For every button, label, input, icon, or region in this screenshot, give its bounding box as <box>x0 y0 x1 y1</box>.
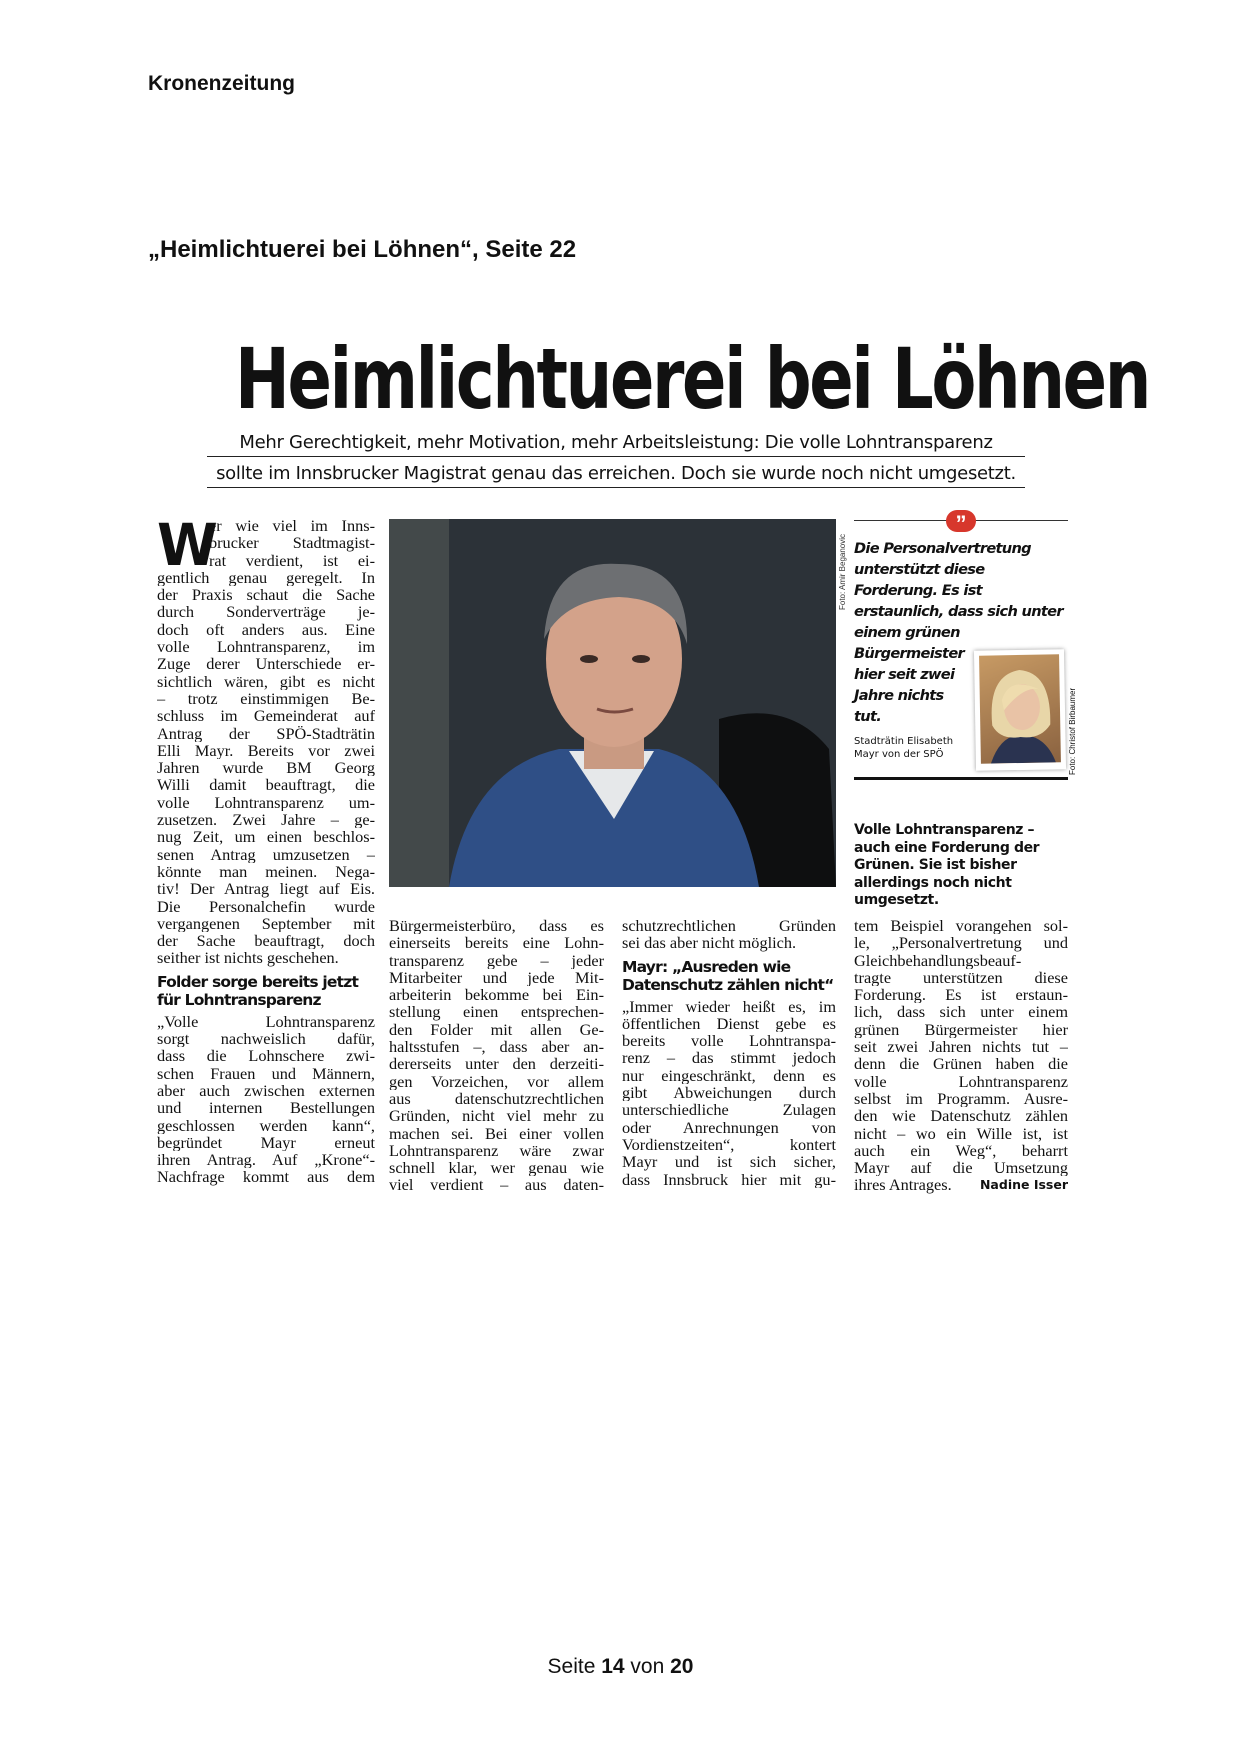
text-line: zusetzen. Zwei Jahre – ge- <box>157 811 375 829</box>
text-line: könnte man meinen. Nega- <box>157 862 375 881</box>
text-line: aus datenschutzrechtlichen <box>389 1089 604 1108</box>
text-line: tem Beispiel vorangehen sol- <box>854 917 1068 935</box>
text-line-end: ihres Antrages. <box>854 1176 952 1194</box>
text-line: renz – das stimmt jedoch <box>622 1049 836 1067</box>
text-line: volle Lohntransparenz, im <box>157 638 375 656</box>
text-line: Nachfrage kommt aus dem <box>157 1168 375 1186</box>
text-line: haltsstufen –, dass aber an- <box>389 1038 604 1056</box>
photo-credit: Foto: Amir Beganovic <box>838 533 847 610</box>
text-line: Vordienstzeiten“, kontert <box>622 1135 836 1154</box>
text-line: seither ist nichts geschehen. <box>157 949 339 967</box>
subheading-line: Folder sorge bereits jetzt <box>157 972 359 991</box>
pull-quote: Die Personalvertretung unterstützt diese Forderung. Es ist erstaunlich, dass sich unter einem grünen Bürgermeister hier seit zwei Jahre nichts tut. <box>854 540 1063 725</box>
text-line: den wie Datenschutz zählen <box>854 1107 1068 1125</box>
text-line: nur eingeschränkt, denn es <box>622 1066 836 1085</box>
text-line: Jahren wurde BM Georg <box>157 759 375 777</box>
text-line: dererseits unter den derzeiti- <box>389 1055 604 1073</box>
page-number: 14 <box>601 1655 625 1678</box>
text-line: öffentlichen Dienst gebe es <box>622 1014 836 1033</box>
text-line: sichtlich wären, gibt es nicht <box>157 672 375 690</box>
text-line: denn die Grünen haben die <box>854 1055 1068 1073</box>
text-line: brucker Stadtmagist- <box>209 534 375 552</box>
text-line: gen Vorzeichen, vor allem <box>389 1072 604 1090</box>
text-line: seit zwei Jahren nichts tut – <box>854 1038 1068 1056</box>
text-line: geschlossen werden kann“, <box>157 1116 375 1134</box>
text-line: sorgt nachweislich dafür, <box>157 1030 375 1048</box>
text-line: rat verdient, ist ei- <box>209 551 375 569</box>
text-line: aber auch zwischen externen <box>157 1081 375 1100</box>
column-4 <box>854 917 1068 1194</box>
text-line: schutzrechtlichen Gründen <box>622 917 836 935</box>
text-line: Gründen, nicht viel mehr zu <box>389 1107 604 1125</box>
page-footer <box>0 1655 1241 1679</box>
text-line: Mayr und ist sich sicher, <box>622 1153 836 1171</box>
quote-divider <box>854 777 1068 780</box>
text-line: Antrag der SPÖ-Stadträtin <box>157 724 375 742</box>
footer-text: Seite <box>547 1655 602 1678</box>
deck-line: sollte im Innsbrucker Magistrat genau das erreichen. Doch sie wurde noch nicht umgesetzt. <box>207 463 1025 488</box>
man-portrait-image <box>389 519 836 887</box>
text-line <box>854 1176 1068 1193</box>
text-line: auch ein Weg“, beharrt <box>854 1141 1068 1160</box>
drop-cap: W <box>157 511 218 579</box>
text-line: begründet Mayr erneut <box>157 1133 375 1152</box>
text-line: „Immer wieder heißt es, im <box>622 997 836 1015</box>
quote-mark-icon: ” <box>946 510 976 532</box>
text-line: und internen Bestellungen <box>157 1099 375 1117</box>
headline: Heimlichtuerei bei Löhnen <box>235 330 1150 428</box>
deck-line: Mehr Gerechtigkeit, mehr Motivation, mehr Arbeitsleistung: Die volle Lohntransparenz <box>207 432 1025 457</box>
subheading-line: Datenschutz zählen nicht“ <box>622 975 834 994</box>
text-line: grünen Bürgermeister hier <box>854 1020 1068 1039</box>
text-line: arbeiterin bekomme bei Ein- <box>389 986 604 1004</box>
column-1 <box>157 511 375 1186</box>
text-line: vergangenen September mit <box>157 914 375 933</box>
text-line: gentlich genau geregelt. In <box>157 568 375 587</box>
text-line: selbst im Programm. Ausre- <box>854 1089 1068 1108</box>
text-line: Die Personalchefin wurde <box>157 897 375 915</box>
text-line: machen sei. Bei einer vollen <box>389 1124 604 1142</box>
column-3 <box>622 917 836 1188</box>
text-line: dass Innsbruck hier mit gu- <box>622 1170 836 1188</box>
text-line: stellung einen entsprechen- <box>389 1003 604 1021</box>
text-line: tragte unterstützen diese <box>854 968 1068 987</box>
photo-caption: Volle Lohntransparenz – auch eine Forderung der Grünen. Sie ist bisher allerdings noch nicht umgesetzt. <box>854 822 1040 908</box>
text-line: „Volle Lohntransparenz <box>157 1012 375 1031</box>
text-line: schen Frauen und Männern, <box>157 1064 375 1082</box>
text-line: doch oft anders aus. Eine <box>157 620 375 639</box>
text-line: nug Zeit, um einen beschlos- <box>157 828 375 846</box>
text-line: den Folder mit allen Ge- <box>389 1020 604 1039</box>
footer-text: von <box>624 1655 671 1678</box>
text-line: Mitarbeiter und jede Mit- <box>389 968 604 987</box>
text-line: Mayr auf die Umsetzung <box>854 1159 1068 1177</box>
quote-author: Stadträtin Elisabeth Mayr von der SPÖ <box>854 736 954 760</box>
text-line: – trotz einstimmigen Be- <box>157 689 375 708</box>
text-line: Zuge derer Unterschiede er- <box>157 655 375 673</box>
text-line: sei das aber nicht möglich. <box>622 934 797 952</box>
text-line: bereits volle Lohntranspa- <box>622 1032 836 1050</box>
text-line: Willi damit beauftragt, die <box>157 776 375 794</box>
author-byline: Nadine Isser <box>979 1177 1068 1193</box>
portrait-photo <box>389 519 836 887</box>
text-line: Gleichbehandlungsbeauf- <box>854 951 1022 969</box>
text-line: oder Anrechnungen von <box>622 1118 836 1136</box>
text-line: Elli Mayr. Bereits vor zwei <box>157 741 375 760</box>
subheading <box>622 958 836 994</box>
subheading-line: für Lohntransparenz <box>157 990 321 1009</box>
text-line: ihren Antrag. Auf „Krone“- <box>157 1151 375 1169</box>
subheading-line: Mayr: „Ausreden wie <box>622 957 791 976</box>
text-line: le, „Personalvertretung und <box>854 934 1068 952</box>
column-2 <box>389 917 604 1194</box>
subheading <box>157 973 375 1009</box>
article-reference: „Heimlichtuerei bei Löhnen“, Seite 22 <box>148 236 577 263</box>
text-line: einerseits bereits eine Lohn- <box>389 934 604 952</box>
text-line: er wie viel im Inns- <box>209 517 375 535</box>
text-line: Forderung. Es ist erstaun- <box>854 986 1068 1004</box>
text-line: volle Lohntransparenz um- <box>157 793 375 812</box>
text-line: unterschiedliche Zulagen <box>622 1101 836 1119</box>
text-line: volle Lohntransparenz <box>854 1072 1068 1090</box>
text-line: lich, dass sich unter einem <box>854 1003 1068 1021</box>
text-line: transparenz gebe – jeder <box>389 951 604 969</box>
source-name: Kronenzeitung <box>148 72 295 95</box>
author-photo <box>974 649 1066 771</box>
text-line: gibt Abweichungen durch <box>622 1084 836 1102</box>
text-line: Bürgermeisterbüro, dass es <box>389 917 604 935</box>
woman-portrait-image <box>979 654 1061 763</box>
photo-credit: Foto: Christof Birbaumer <box>1068 687 1077 775</box>
page-total: 20 <box>670 1655 694 1678</box>
text-line: durch Sonderverträge je- <box>157 603 375 621</box>
text-line: schluss im Gemeinderat auf <box>157 707 375 725</box>
text-line: viel verdient – aus daten- <box>389 1176 604 1194</box>
text-line: Lohntransparenz wäre zwar <box>389 1141 604 1160</box>
text-line: senen Antrag umzusetzen – <box>157 845 375 863</box>
text-line: der Sache beauftragt, doch <box>157 932 375 950</box>
text-line: schnell klar, wer genau wie <box>389 1159 604 1177</box>
text-line: dass die Lohnschere zwi- <box>157 1047 375 1065</box>
text-line: der Praxis schaut die Sache <box>157 586 375 604</box>
text-line: nicht – wo ein Wille ist, ist <box>854 1124 1068 1142</box>
text-line: tiv! Der Antrag liegt auf Eis. <box>157 880 375 898</box>
